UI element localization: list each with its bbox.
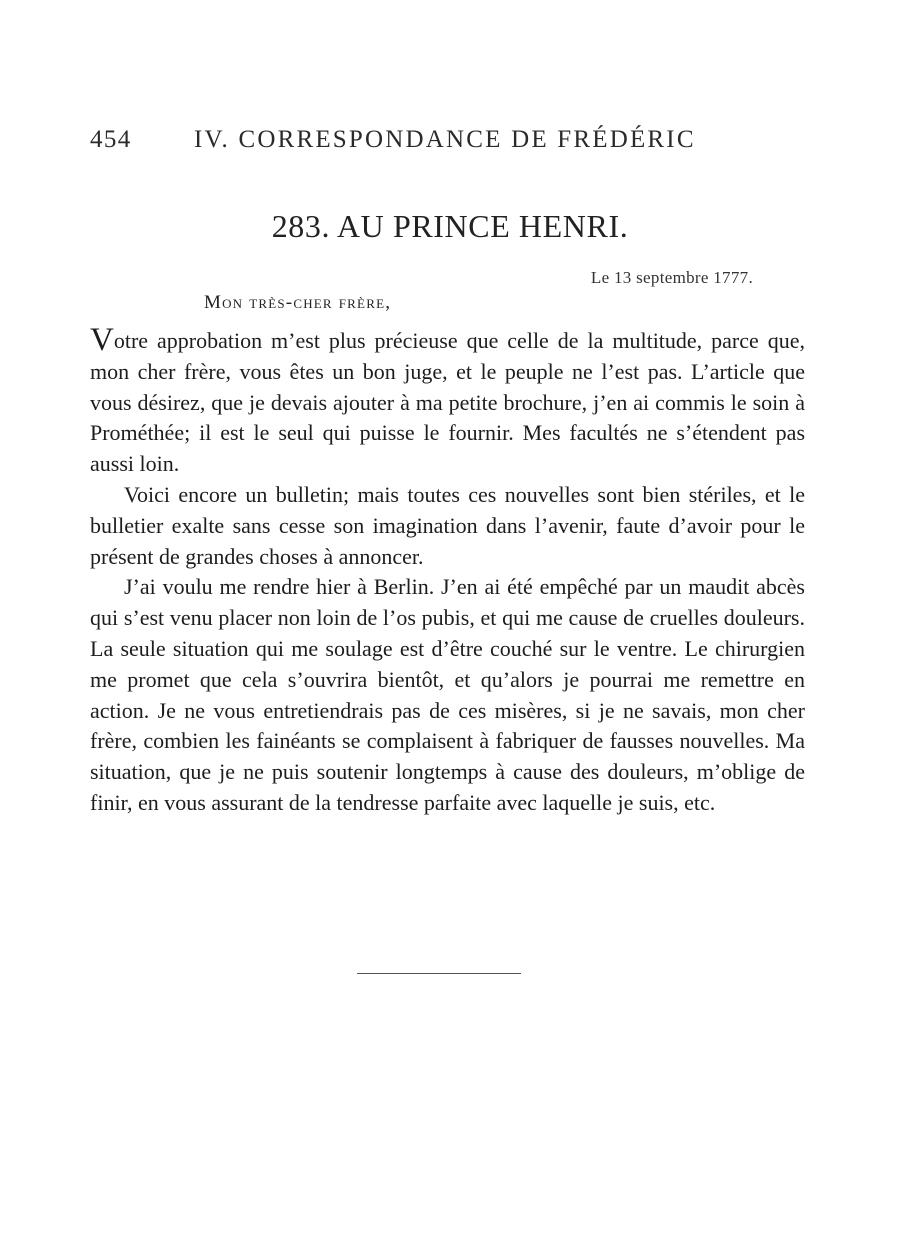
drop-initial: V: [90, 322, 114, 358]
running-head: [90, 124, 810, 160]
paragraph-3: J’ai voulu me rendre hier à Berlin. J’en ai été empêché par un maudit abcès qui s’est venu placer non loin de l’os pubis, et qui me cause de cruelles douleurs. La seule situation qui me soulage est d’être couché sur le ventre. Le chirurgien me promet que cela s’ouvrira bientôt, et qu’alors je pourrai me remettre en action. Je ne vous entretiendrais pas de ces misères, si je ne savais, mon cher frère, combien les fainéants se complaisent à fabriquer de fausses nouvelles. Ma situation, que je ne puis soutenir longtemps à cause des douleurs, m’oblige de finir, en vous assurant de la tendresse parfaite avec laquelle je suis, etc.: [90, 574, 805, 815]
paragraph-1-text: otre approbation m’est plus précieuse que celle de la multitude, parce que, mon cher frère, vous êtes un bon juge, et le peuple ne l’est pas. L’article que vous désirez, que je devais ajouter à ma petite brochure, j’en ai commis le soin à Prométhée; il est le seul qui puisse le fournir. Mes facultés ne s’étendent pas aussi loin.: [90, 328, 805, 477]
letter-body: [90, 322, 805, 819]
page-number: 454: [90, 126, 132, 153]
paragraph-1: [90, 322, 805, 480]
letter-title: 283. AU PRINCE HENRI.: [271, 208, 629, 244]
paragraph-2: Voici encore un bulletin; mais toutes ces nouvelles sont bien stériles, et le bulletier exalte sans cesse son imagination dans l’avenir, faute d’avoir pour le présent de grandes choses à annoncer.: [90, 481, 805, 569]
running-title: IV. CORRESPONDANCE DE FRÉDÉRIC: [194, 126, 696, 153]
end-rule: [357, 973, 521, 974]
letter-date: Le 13 septembre 1777.: [590, 268, 753, 287]
letter-salutation: Mon très-cher frère,: [204, 292, 392, 313]
